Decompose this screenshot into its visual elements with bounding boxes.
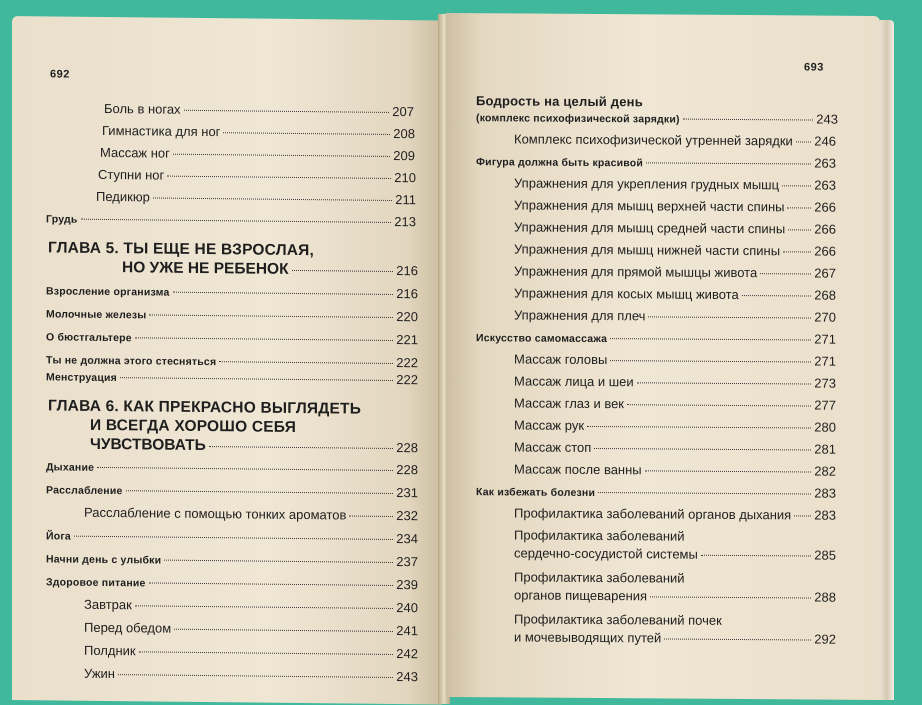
chapter-title: ГЛАВА 6. КАК ПРЕКРАСНО ВЫГЛЯДЕТЬ	[48, 397, 362, 418]
toc-entry: Менструация 222	[46, 371, 418, 388]
toc-entry: Как избежать болезни 283	[476, 485, 836, 501]
toc-entry: Здоровое питание 239	[46, 576, 418, 593]
toc-entry: Массаж стоп 281	[514, 439, 836, 457]
toc-entry: сердечно-сосудистой системы 285	[514, 545, 836, 563]
toc-entry: Упражнения для плеч 270	[514, 307, 836, 325]
chapter-title: ГЛАВА 5. ТЫ ЕЩЕ НЕ ВЗРОСЛАЯ,	[48, 239, 315, 260]
toc-entry: Йога 234	[46, 530, 418, 547]
toc-entry: Массаж ног 209	[100, 144, 415, 164]
toc-entry: (комплекс психофизической зарядки) 243	[476, 111, 838, 127]
left-page	[12, 16, 442, 705]
chapter-title: НО УЖЕ НЕ РЕБЕНОК 216	[122, 259, 418, 279]
chapter-title: ЧУВСТВОВАТЬ 228	[90, 435, 418, 456]
toc-entry: Массаж рук 280	[514, 417, 836, 435]
toc-entry: Массаж лица и шеи 273	[514, 373, 836, 391]
toc-entry: Завтрак 240	[84, 596, 418, 616]
page-number-right: 693	[804, 61, 824, 74]
toc-entry: Упражнения для косых мышц живота 268	[514, 285, 836, 303]
open-book	[8, 10, 914, 700]
toc-entry: Фигура должна быть красивой 263	[476, 155, 836, 171]
toc-entry: Ступни ног 210	[98, 166, 416, 186]
toc-entry: Комплекс психофизической утренней зарядки 246	[514, 131, 836, 149]
toc-entry: Упражнения для мышц средней части спины 266	[514, 219, 836, 237]
right-page	[446, 13, 880, 700]
toc-entry: Перед обедом 241	[84, 619, 418, 639]
toc-entry: Грудь 213	[46, 213, 416, 230]
toc-entry: Упражнения для прямой мышцы живота 267	[514, 263, 836, 281]
toc-entry: Начни день с улыбки 237	[46, 553, 418, 570]
toc-entry: Ты не должна этого стесняться 222	[46, 354, 418, 371]
toc-entry-line: Профилактика заболеваний	[514, 569, 685, 586]
toc-entry: Боль в ногах 207	[104, 100, 414, 120]
toc-entry: Массаж после ванны 282	[514, 461, 836, 479]
toc-entry: Упражнения для мышц нижней части спины 266	[514, 241, 836, 259]
toc-entry-line: Профилактика заболеваний почек	[514, 611, 722, 628]
chapter-title: И ВСЕГДА ХОРОШО СЕБЯ	[90, 416, 297, 436]
toc-entry: Массаж головы 271	[514, 351, 836, 369]
section-title: Бодрость на целый день	[476, 93, 643, 110]
page-edges	[880, 20, 894, 700]
toc-entry: Молочные железы 220	[46, 308, 418, 325]
toc-entry: Ужин 243	[84, 665, 418, 685]
toc-entry: Дыхание 228	[46, 461, 418, 478]
toc-entry: Массаж глаз и век 277	[514, 395, 836, 413]
toc-entry: Педикюр 211	[96, 188, 416, 208]
toc-entry: органов пищеварения 288	[514, 587, 836, 605]
toc-entry: Упражнения для укрепления грудных мышц 263	[514, 175, 836, 193]
toc-entry: О бюстгальтере 221	[46, 331, 418, 348]
toc-entry: Полдник 242	[84, 642, 418, 662]
toc-entry: Расслабление с помощью тонких ароматов 232	[84, 504, 418, 524]
toc-entry: Взросление организма 216	[46, 285, 418, 302]
toc-entry-line: Профилактика заболеваний	[514, 527, 685, 544]
toc-entry: Профилактика заболеваний органов дыхания 283	[514, 505, 836, 523]
page-number-left: 692	[50, 68, 70, 81]
toc-entry: Расслабление 231	[46, 484, 418, 501]
toc-entry: Упражнения для мышц верхней части спины 266	[514, 197, 836, 215]
toc-entry: Искусство самомассажа 271	[476, 331, 836, 347]
toc-entry: и мочевыводящих путей 292	[514, 629, 836, 647]
toc-entry: Гимнастика для ног 208	[102, 122, 415, 142]
